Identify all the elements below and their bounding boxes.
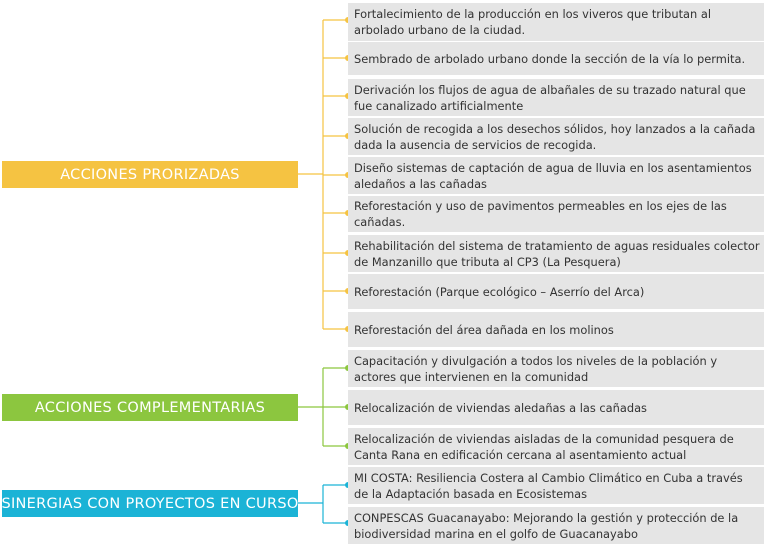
complementary-item-text: Capacitación y divulgación a todos los niveles de la población y actores que intervienen en la comunidad — [354, 353, 718, 384]
category-acciones-complementarias: ACCIONES COMPLEMENTARIAS — [2, 394, 298, 421]
priority-item — [348, 157, 764, 194]
category-sinergias-proyectos: SINERGIAS CON PROYECTOS EN CURSO — [2, 490, 298, 517]
priority-item — [348, 79, 764, 116]
complementary-item — [348, 350, 764, 387]
synergy-item-text: MI COSTA: Resiliencia Costera al Cambio Climático en Cuba a través de la Adaptación basada en Ecosistemas — [354, 470, 743, 501]
priority-item-text: Derivación los flujos de agua de albañales de su trazado natural que fue canalizado artificialmente — [354, 82, 746, 113]
priority-item — [348, 274, 764, 309]
priority-item — [348, 42, 764, 75]
priority-item — [348, 196, 764, 232]
priority-item — [348, 118, 764, 155]
priority-item-text: Rehabilitación del sistema de tratamiento de aguas residuales colector de Manzanillo que tributa al CP3 (La Pesquera) — [354, 238, 760, 269]
priority-item-text: Reforestación (Parque ecológico – Aserrío del Arca) — [354, 284, 645, 299]
priority-item-text: Fortalecimiento de la producción en los viveros que tributan al arbolado urbano de la ciudad. — [354, 7, 712, 37]
synergy-item-text: CONPESCAS Guacanayabo: Mejorando la gestión y protección de la biodiversidad marina en el golfo de Guacanayabo — [354, 510, 739, 541]
priority-item — [348, 312, 764, 347]
complementary-item-text: Relocalización de viviendas aisladas de la comunidad pesquera de Canta Rana en edificación cercana al asentamiento actual — [354, 431, 734, 462]
priority-item-text: Diseño sistemas de captación de agua de lluvia en los asentamientos aledaños a las cañadas — [354, 160, 752, 191]
priority-item-text: Sembrado de arbolado urbano donde la sección de la vía lo permita. — [354, 51, 746, 66]
priority-item-text: Solución de recogida a los desechos sólidos, hoy lanzados a la cañada dada la ausencia de servicios de recogida. — [354, 121, 756, 152]
complementary-item-text: Relocalización de viviendas aledañas a las cañadas — [354, 400, 647, 415]
priority-item-text: Reforestación y uso de pavimentos permeables en los ejes de las cañadas. — [354, 199, 727, 229]
priority-item — [348, 235, 764, 272]
complementary-item — [348, 390, 764, 425]
synergy-item — [348, 507, 764, 544]
synergy-item — [348, 467, 764, 504]
priority-item — [348, 3, 764, 41]
priority-item-text: Reforestación del área dañada en los molinos — [354, 322, 614, 337]
complementary-item — [348, 428, 764, 465]
category-acciones-priorizadas: ACCIONES PRORIZADAS — [2, 161, 298, 188]
